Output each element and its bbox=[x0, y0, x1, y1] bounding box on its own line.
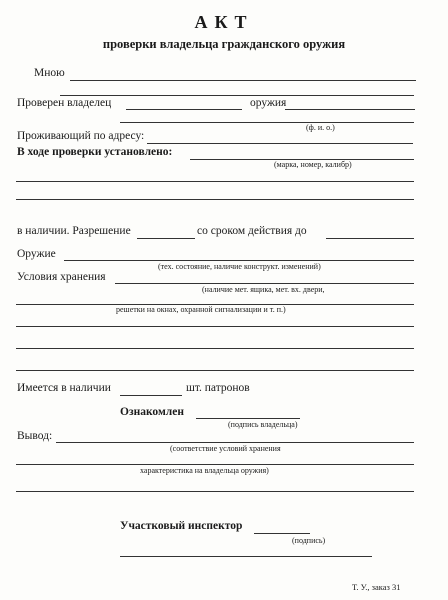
label-signature: (подпись) bbox=[292, 536, 326, 545]
label-fio: (ф. и. о.) bbox=[306, 123, 335, 132]
line-validity bbox=[326, 238, 414, 239]
line-conclusion-3 bbox=[16, 491, 414, 492]
label-available: Имеется в наличии bbox=[17, 382, 111, 394]
label-validity: со сроком действия до bbox=[197, 225, 307, 237]
line-owner-type bbox=[126, 109, 242, 110]
label-brand: (марка, номер, калибр) bbox=[274, 160, 352, 169]
label-address: Проживающий по адресу: bbox=[17, 130, 145, 142]
line-storage-3 bbox=[16, 326, 414, 327]
label-me: Мною bbox=[34, 67, 65, 79]
line-permit bbox=[137, 238, 195, 239]
label-tech-state: (тех. состояние, наличие конструкт. изменений) bbox=[158, 262, 321, 271]
line-rounds bbox=[120, 395, 182, 396]
label-conclusion: Вывод: bbox=[17, 430, 53, 442]
label-checked-owner: Проверен владелец bbox=[17, 97, 112, 109]
line-owner-name-2 bbox=[120, 122, 414, 123]
label-acquainted: Ознакомлен bbox=[120, 406, 184, 418]
line-weapon-state bbox=[64, 260, 414, 261]
label-owner-signature: (подпись владельца) bbox=[228, 420, 298, 429]
label-weapon2: Оружие bbox=[17, 248, 56, 260]
line-storage-5 bbox=[16, 370, 414, 371]
label-storage: Условия хранения bbox=[17, 271, 106, 283]
line-storage-4 bbox=[16, 348, 414, 349]
form-title: АКТ bbox=[194, 12, 254, 32]
label-in-stock: в наличии. Разрешение bbox=[17, 225, 131, 237]
line-conclusion-2 bbox=[16, 464, 414, 465]
label-characteristic: характеристика на владельца оружия) bbox=[140, 466, 269, 475]
label-weapon: оружия bbox=[250, 97, 287, 109]
line-inspector-signature bbox=[254, 533, 310, 534]
line-brand-2 bbox=[16, 199, 414, 200]
line-me-2 bbox=[60, 95, 414, 96]
label-conformity: (соответствие условий хранения bbox=[170, 444, 281, 453]
label-inspector: Участковый инспектор bbox=[120, 520, 243, 532]
label-rounds: шт. патронов bbox=[186, 382, 250, 394]
label-storage-hint1: (наличие мет. ящика, мет. вх. двери, bbox=[202, 285, 325, 294]
label-storage-hint2: решетки на окнах, охранной сигнализации и т. п.) bbox=[116, 305, 286, 314]
form-footer: Т. У., заказ 31 bbox=[352, 582, 401, 592]
line-brand-1 bbox=[16, 181, 414, 182]
line-storage-1 bbox=[115, 283, 414, 284]
label-during-check: В ходе проверки установлено: bbox=[17, 146, 173, 158]
line-address bbox=[147, 143, 413, 144]
line-owner-signature bbox=[196, 418, 300, 419]
line-owner-name bbox=[285, 109, 415, 110]
form-subtitle: проверки владельца гражданского оружия bbox=[102, 37, 346, 51]
line-me-1 bbox=[70, 80, 416, 81]
line-conclusion-1 bbox=[56, 442, 414, 443]
line-inspector-name bbox=[120, 556, 372, 557]
